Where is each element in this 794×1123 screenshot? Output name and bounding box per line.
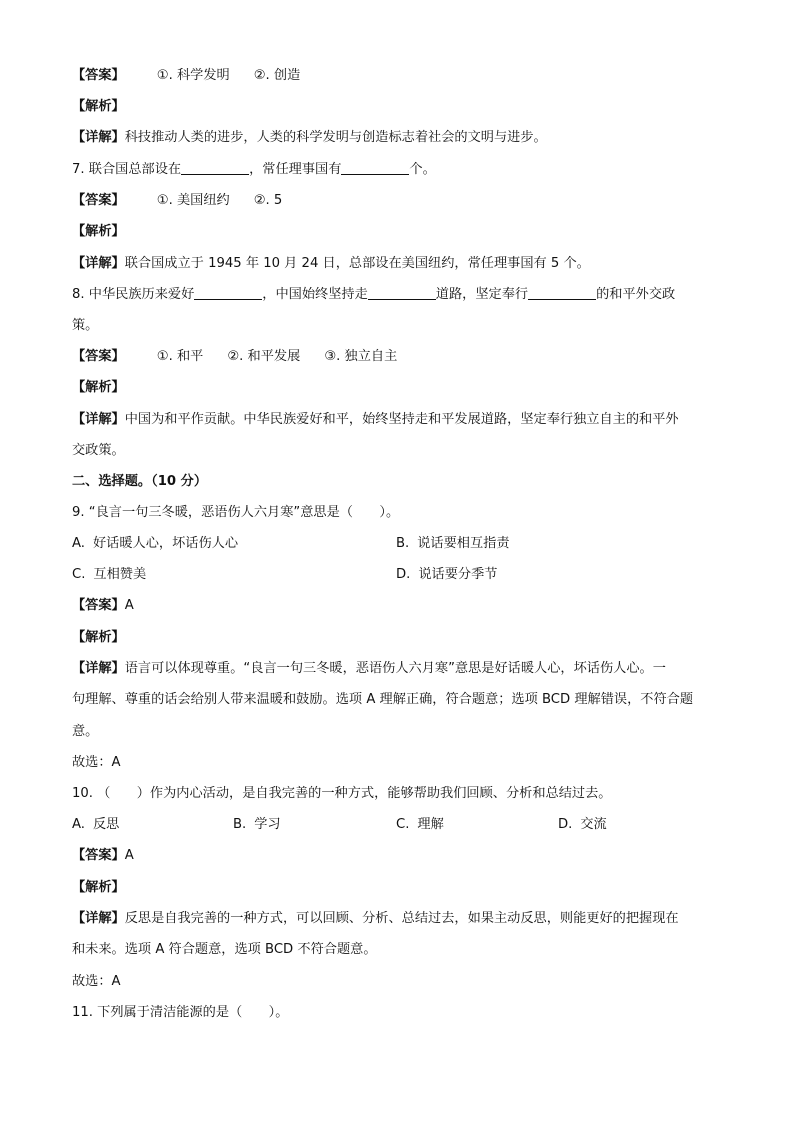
answer-row	[72, 66, 324, 86]
question-9-stem: 9. “良言一句三冬暖，恶语伤人六月寒”意思是（ ）。	[72, 505, 400, 520]
detail-continuation: 句理解、尊重的话会给别人带来温暖和鼓励。选项 A 理解正确，符合题意；选项 BCD 理解错误，不符合题	[72, 692, 694, 707]
option-c: C. 互相赞美	[72, 567, 147, 582]
question-10-stem: 10. （ ）作为内心活动，是自我完善的一种方式，能够帮助我们回顾、分析和总结过去。	[72, 786, 612, 801]
detail-continuation: 意。	[72, 724, 99, 739]
option-b: B. 学习	[233, 817, 281, 832]
detail-tag: 【详解】	[72, 256, 125, 271]
fill-blank	[368, 285, 436, 300]
answer-value: A	[124, 848, 134, 863]
option-a: A. 好话暖人心，坏话伤人心	[72, 536, 239, 551]
answer-tag: 【答案】	[72, 193, 125, 208]
analysis-tag: 【解析】	[72, 224, 125, 239]
stem-text: 的和平外交政	[596, 287, 676, 302]
detail-tag: 【详解】	[72, 130, 125, 145]
fill-blank	[194, 285, 262, 300]
option-b: B. 说话要相互指责	[396, 536, 510, 551]
detail-row	[72, 128, 547, 148]
option-d: D. 说话要分季节	[396, 567, 498, 582]
answer-item: ②. 和平发展	[227, 349, 301, 364]
answer-row	[72, 596, 134, 616]
answer-row	[72, 846, 134, 866]
choice-line: 故选：A	[72, 974, 121, 989]
stem-text: 中华民族历来爱好	[88, 287, 195, 302]
detail-text: 联合国成立于 1945 年 10 月 24 日，总部设在美国纽约，常任理事国有 5 个。	[124, 256, 590, 271]
fill-blank	[341, 160, 409, 175]
answer-item: ①. 科学发明	[156, 68, 230, 83]
stem-text: ，常任理事国有	[249, 162, 342, 177]
detail-row	[72, 254, 590, 274]
answer-item: ②. 5	[253, 193, 283, 208]
question-number: 7.	[72, 162, 85, 177]
detail-text: 反思是自我完善的一种方式，可以回顾、分析、总结过去，如果主动反思，则能更好的把握现在	[124, 911, 679, 926]
section-title: 二、选择题。（10 分）	[72, 474, 208, 489]
option-a: A. 反思	[72, 817, 120, 832]
answer-item: ②. 创造	[253, 68, 301, 83]
question-8-stem	[72, 285, 675, 305]
analysis-tag: 【解析】	[72, 880, 125, 895]
detail-text: 科技推动人类的进步，人类的科学发明与创造标志着社会的文明与进步。	[124, 130, 547, 145]
stem-continuation: 策。	[72, 318, 99, 333]
option-d: D. 交流	[558, 817, 607, 832]
answer-item: ③. 独立自主	[324, 349, 398, 364]
answer-value: A	[124, 598, 134, 613]
detail-text: 中国为和平作贡献。中华民族爱好和平，始终坚持走和平发展道路，坚定奉行独立自主的和平外	[124, 412, 679, 427]
fill-blank	[528, 285, 596, 300]
stem-text: 道路，坚定奉行	[435, 287, 529, 302]
answer-row	[72, 191, 306, 211]
answer-tag: 【答案】	[72, 349, 125, 364]
option-c: C. 理解	[396, 817, 444, 832]
detail-tag: 【详解】	[72, 412, 125, 427]
detail-row	[72, 659, 666, 679]
question-7-stem	[72, 160, 436, 180]
answer-row	[72, 347, 421, 367]
answer-item: ①. 美国纽约	[156, 193, 230, 208]
choice-line: 故选：A	[72, 755, 121, 770]
analysis-tag: 【解析】	[72, 99, 125, 114]
detail-text: 语言可以体现尊重。“良言一句三冬暖，恶语伤人六月寒”意思是好话暖人心，坏话伤人心。一	[124, 661, 666, 676]
question-number: 8.	[72, 287, 85, 302]
answer-tag: 【答案】	[72, 68, 125, 83]
detail-continuation: 和未来。选项 A 符合题意，选项 BCD 不符合题意。	[72, 942, 377, 957]
stem-text: 联合国总部设在	[88, 162, 182, 177]
answer-tag: 【答案】	[72, 848, 125, 863]
detail-continuation: 交政策。	[72, 443, 125, 458]
detail-tag: 【详解】	[72, 661, 125, 676]
stem-text: ，中国始终坚持走	[262, 287, 368, 302]
detail-row	[72, 909, 679, 929]
answer-item: ①. 和平	[156, 349, 204, 364]
answer-tag: 【答案】	[72, 598, 125, 613]
fill-blank	[181, 160, 249, 175]
analysis-tag: 【解析】	[72, 630, 125, 645]
detail-tag: 【详解】	[72, 911, 125, 926]
stem-text: 个。	[409, 162, 436, 177]
question-11-stem: 11. 下列属于清洁能源的是（ ）。	[72, 1005, 289, 1020]
analysis-tag: 【解析】	[72, 380, 125, 395]
detail-row	[72, 410, 679, 430]
